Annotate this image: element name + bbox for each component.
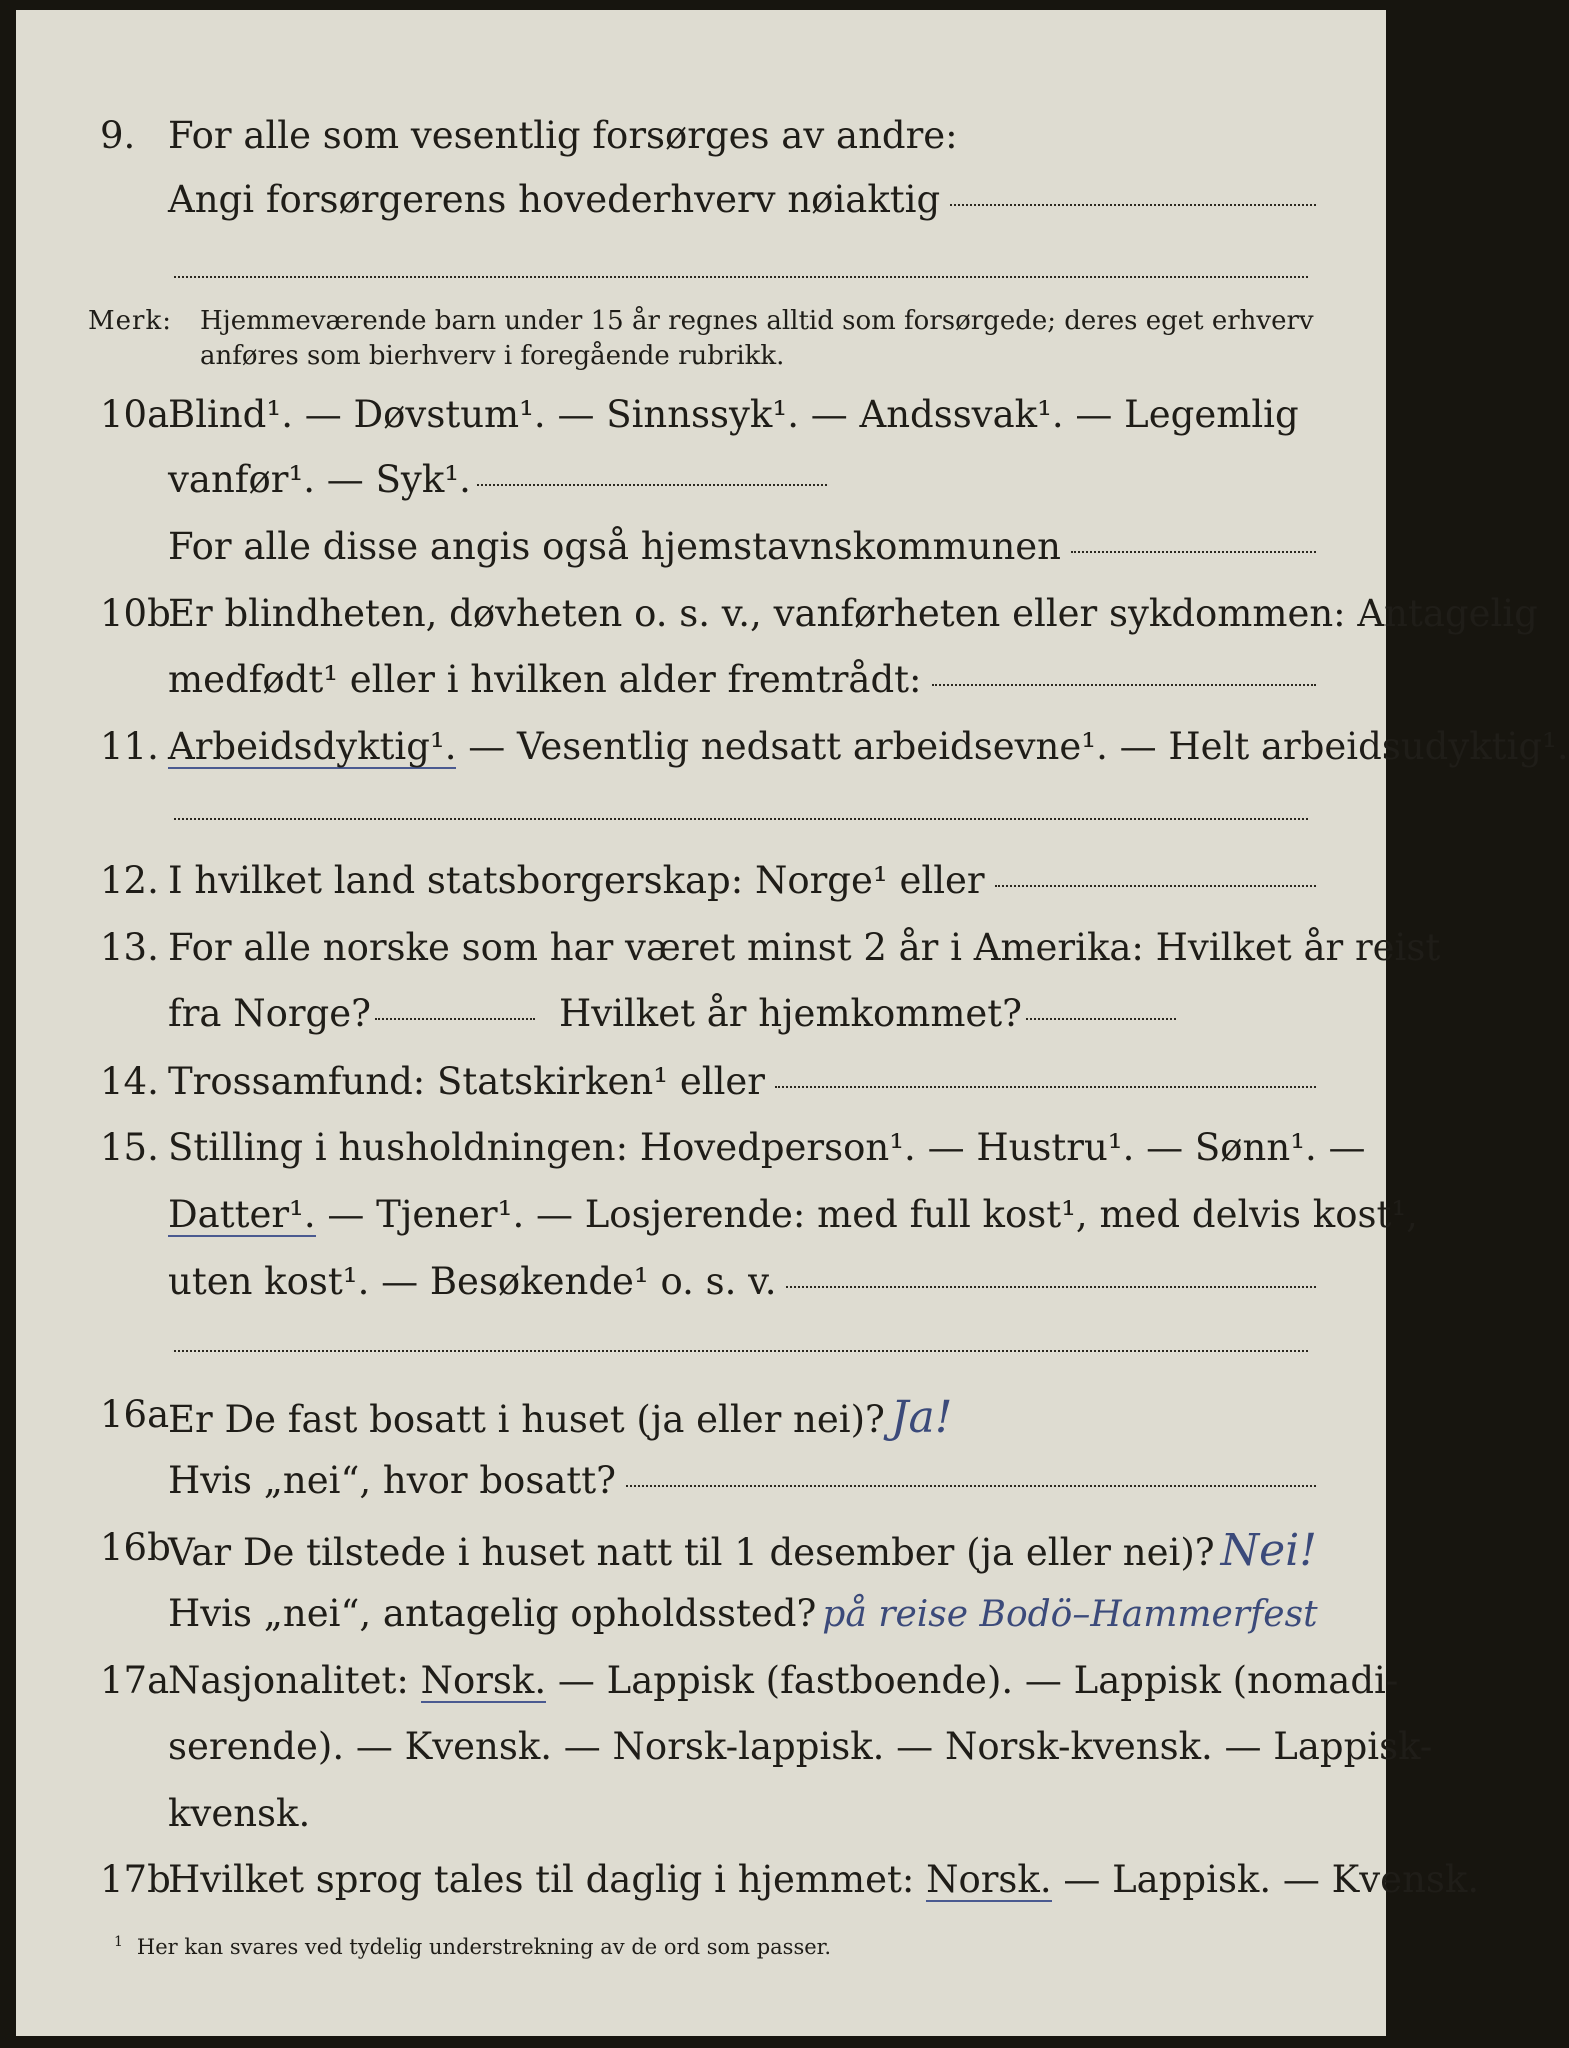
q17a-other-options: — Lappisk (fastboende). — Lappisk (nomadi- <box>546 1659 1399 1702</box>
q15-text: Stilling i husholdningen: Hovedperson¹. — Hustru¹. — Sønn¹. — <box>168 1126 1366 1169</box>
q16a-text: Er De fast bosatt i huset (ja eller nei)? <box>168 1398 885 1441</box>
q9-text-2: Angi forsørgerens hovederhverv nøiaktig <box>168 178 941 221</box>
q10b-answer-line[interactable] <box>932 684 1316 686</box>
q14-number: 14. <box>100 1060 159 1103</box>
q16a-handwritten-answer[interactable]: Ja! <box>890 1392 953 1443</box>
footnote <box>114 1934 831 1959</box>
q17a-label: Nasjonalitet: <box>168 1659 421 1702</box>
q12-answer-line[interactable] <box>995 885 1316 887</box>
q15-extra-line[interactable] <box>174 1350 1308 1352</box>
q11-number: 11. <box>100 725 159 768</box>
q15-text-2: — Tjener¹. — Losjerende: med full kost¹, med delvis kost¹, <box>315 1193 1418 1236</box>
q13-number: 13. <box>100 926 159 969</box>
q9-text: For alle som vesentlig forsørges av andre: <box>168 114 958 157</box>
q13-text-reist: fra Norge? <box>168 992 371 1035</box>
q17b-other-options: — Lappisk. — Kvensk. <box>1051 1858 1480 1901</box>
q17a-text-2: serende). — Kvensk. — Norsk-lappisk. — Norsk-kvensk. — Lappisk- <box>168 1725 1433 1768</box>
q13-text-hjemkommet: Hvilket år hjemkommet? <box>558 992 1023 1035</box>
merk-text-1: Hjemmeværende barn under 15 år regnes alltid som forsørgede; deres eget erhverv <box>200 306 1314 336</box>
q10a-syk-line[interactable] <box>477 484 827 486</box>
q17b-label: Hvilket sprog tales til daglig i hjemmet: <box>168 1858 927 1901</box>
q10a-text-3: For alle disse angis også hjemstavnskommunen <box>168 525 1062 568</box>
footnote-text: Her kan svares ved tydelig understrekning av de ord som passer. <box>136 1935 832 1959</box>
q10b-number: 10b <box>100 592 171 635</box>
q9-number: 9. <box>100 114 136 157</box>
q17a-option-norsk[interactable]: Norsk. <box>420 1659 547 1702</box>
q10b-text: Er blindheten, døvheten o. s. v., vanførheten eller sykdommen: Antagelig <box>168 592 1538 635</box>
q15-option-datter[interactable]: Datter¹. <box>168 1193 316 1236</box>
q10a-answer-line[interactable] <box>1071 551 1316 553</box>
q16b-handwritten-answer[interactable]: Nei! <box>1220 1525 1317 1576</box>
q13-hjemkommet-line[interactable] <box>1026 1018 1176 1020</box>
q15-number: 15. <box>100 1126 159 1169</box>
footnote-mark: 1 <box>114 1934 123 1950</box>
q16b-text-2: Hvis „nei“, antagelig opholdssted? <box>168 1592 817 1635</box>
q17a-text-3: kvensk. <box>168 1792 311 1835</box>
q10a-text: Blind¹. — Døvstum¹. — Sinnssyk¹. — Andssvak¹. — Legemlig <box>168 393 1299 436</box>
q13-reist-line[interactable] <box>375 1018 535 1020</box>
merk-text-2: anføres som bierhverv i foregående rubrikk. <box>200 341 785 371</box>
census-form-page <box>16 10 1569 2036</box>
q16b-text: Var De tilstede i huset natt til 1 desember (ja eller nei)? <box>168 1531 1215 1574</box>
q11-other-options: — Vesentlig nedsatt arbeidsevne¹. — Helt arbeidsudyktig¹. <box>456 725 1569 768</box>
q16b-number: 16b <box>100 1526 171 1569</box>
q14-text: Trossamfund: Statskirken¹ eller <box>168 1060 765 1103</box>
q10b-text-2: medfødt¹ eller i hvilken alder fremtrådt: <box>168 658 922 701</box>
q13-text: For alle norske som har været minst 2 år i Amerika: Hvilket år reist <box>168 926 1441 969</box>
q15-text-3: uten kost¹. — Besøkende¹ o. s. v. <box>168 1260 777 1303</box>
q17b-number: 17b <box>100 1858 171 1901</box>
q12-text: I hvilket land statsborgerskap: Norge¹ eller <box>168 859 985 902</box>
q11-option-arbeidsdyktig[interactable]: Arbeidsdyktig¹. <box>168 725 457 768</box>
q10a-number: 10a <box>100 393 170 436</box>
q16b-handwritten-place[interactable]: på reise Bodö–Hammerfest <box>822 1594 1318 1635</box>
q17a-number: 17a <box>100 1659 170 1702</box>
q11-extra-line[interactable] <box>174 818 1308 820</box>
q16a-text-2: Hvis „nei“, hvor bosatt? <box>168 1459 616 1502</box>
q9-answer-line[interactable] <box>950 204 1316 206</box>
q16a-number: 16a <box>100 1393 170 1436</box>
q12-number: 12. <box>100 859 159 902</box>
q15-answer-line[interactable] <box>786 1286 1316 1288</box>
q14-answer-line[interactable] <box>775 1086 1316 1088</box>
q16a-answer-line[interactable] <box>626 1485 1316 1487</box>
merk-label: Merk: <box>88 306 172 336</box>
q10a-text-2: vanfør¹. — Syk¹. <box>168 458 471 501</box>
q17b-option-norsk[interactable]: Norsk. <box>926 1858 1052 1901</box>
q9-extra-line[interactable] <box>174 276 1308 278</box>
